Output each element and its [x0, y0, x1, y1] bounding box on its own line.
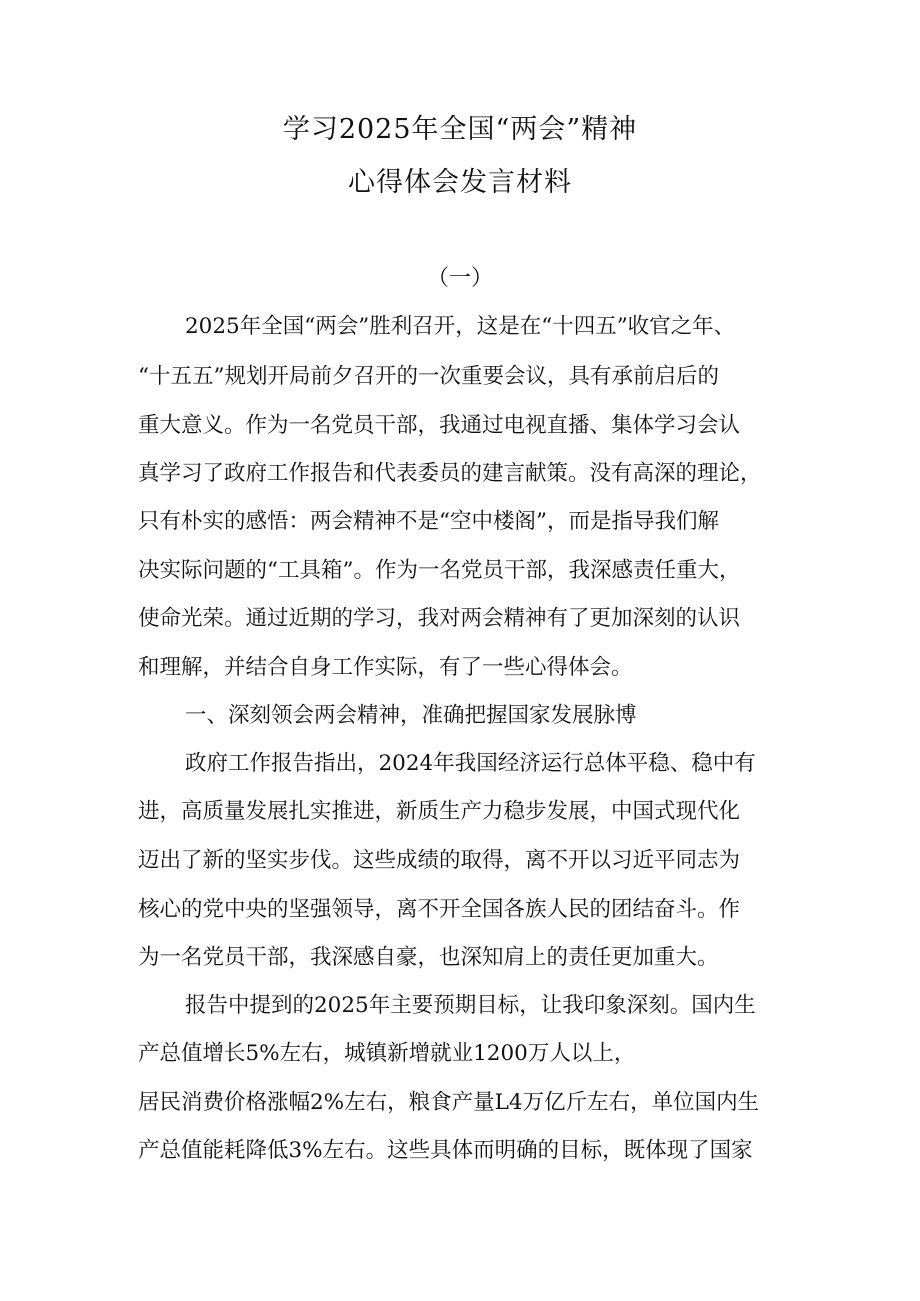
paragraph-line: “十五五”规划开局前夕召开的一次重要会议，具有承前启后的 [138, 364, 719, 389]
paragraph-line: 核心的党中央的坚强领导，离不开全国各族人民的团结奋斗。作 [138, 897, 741, 922]
paragraph-line: 居民消费价格涨幅2%左右，粮食产量L4万亿斤左右，单位国内生 [138, 1090, 760, 1115]
section-number: （一） [426, 266, 493, 291]
paragraph-line: 政府工作报告指出，2024年我国经济运行总体平稳、稳中有 [185, 751, 756, 776]
paragraph-line: 为一名党员干部，我深感自豪，也深知肩上的责任更加重大。 [138, 945, 719, 970]
paragraph-line: 使命光荣。通过近期的学习，我对两会精神有了更加深刻的认识 [138, 606, 741, 631]
paragraph-line: 产总值增长5%左右，城镇新增就业1200万人以上， [138, 1041, 636, 1066]
paragraph-line: 进，高质量发展扎实推进，新质生产力稳步发展，中国式现代化 [138, 799, 741, 824]
document-title-line-2: 心得体会发言材料 [348, 167, 572, 198]
paragraph-line: 报告中提到的2025年主要预期目标，让我印象深刻。国内生 [185, 993, 756, 1018]
section-heading: 一、深刻领会两会精神，准确把握国家发展脉博 [185, 703, 637, 728]
paragraph-line: 只有朴实的感悟：两会精神不是“空中楼阁”，而是指导我们解 [138, 509, 719, 534]
paragraph-line: 迈出了新的坚实步伐。这些成绩的取得，离不开以习近平同志为 [138, 848, 741, 873]
document-title-line-1: 学习2025年全国“两会”精神 [282, 114, 638, 145]
paragraph-line: 产总值能耗降低3%左右。这些具体而明确的目标，既体现了国家 [138, 1138, 753, 1163]
paragraph-line: 重大意义。作为一名党员干部，我通过电视直播、集体学习会认 [138, 413, 741, 438]
paragraph-line: 和理解，并结合自身工作实际，有了一些心得体会。 [138, 655, 633, 680]
paragraph-line: 决实际问题的“工具箱”。作为一名党员干部，我深感责任重大， [138, 558, 741, 583]
paragraph-line: 2025年全国“两会”胜利召开，这是在“十四五”收官之年、 [185, 314, 736, 339]
paragraph-line: 真学习了政府工作报告和代表委员的建言献策。没有高深的理论， [138, 461, 762, 486]
